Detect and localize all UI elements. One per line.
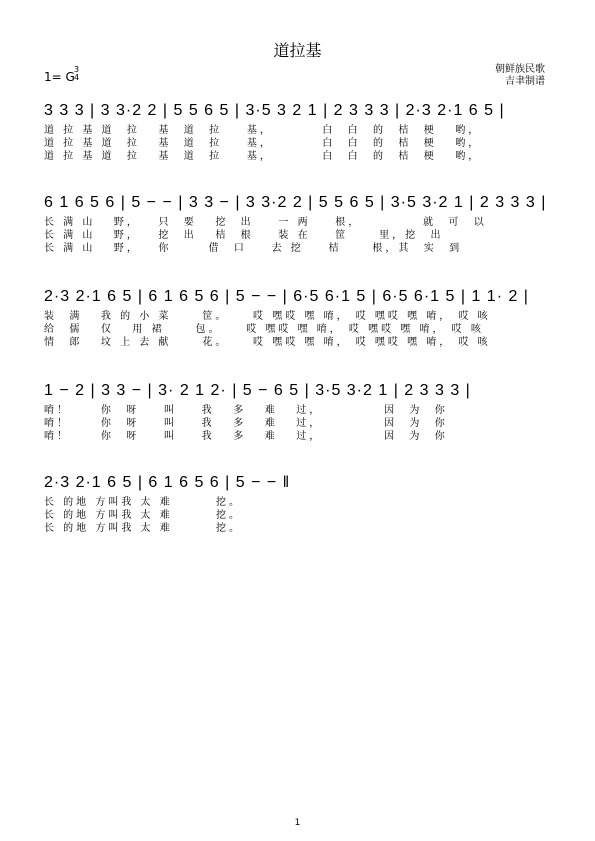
score-system-3 bbox=[44, 286, 554, 349]
score-system-5 bbox=[44, 472, 334, 535]
notation-line: 2·3 2·1 6 5 | 6 1 6 5 6 | 5 − − | 6·5 6·1 5 | 6·5 6·1 5 | 1 1· 2 | bbox=[44, 288, 529, 305]
song-source: 朝鲜族民歌 bbox=[495, 64, 545, 75]
arranger-credit: 吉聿制谱 bbox=[505, 76, 545, 87]
lyric-verse-2: 长 的地 方叫我 太 难 挖。 bbox=[44, 510, 242, 521]
notation-line: 6 1 6 5 6 | 5 − − | 3 3 − | 3 3·2 2 | 5 5 6 5 | 3·5 3·2 1 | 2 3 3 3 | bbox=[44, 194, 547, 211]
notation-row bbox=[44, 192, 554, 216]
lyric-verse-2: 长 满 山 野， 挖 出 桔 根 装 在 筐 里，挖 出 bbox=[44, 230, 444, 241]
notation-line: 3 3 3 | 3 3·2 2 | 5 5 6 5 | 3·5 3 2 1 | 2 3 3 3 | 2·3 2·1 6 5 | bbox=[44, 102, 505, 119]
score-system-2 bbox=[44, 192, 554, 255]
key-signature: 1= G bbox=[44, 70, 75, 84]
time-signature-top: 3 bbox=[74, 65, 80, 74]
lyric-verse-1: 唷！ 你 呀 叫 我 多 难 过， 因 为 你 bbox=[44, 405, 448, 416]
lyric-verse-1: 长 满 山 野， 只 要 挖 出 一 两 根， 就 可 以 bbox=[44, 217, 487, 228]
lyric-verse-1: 道 拉 基 道 拉 基 道 拉 基， 白 白 的 桔 梗 哟， bbox=[44, 125, 482, 136]
lyric-verse-2: 给 儒 仅 用 裙 包。 哎 嘿哎 嘿 唷， 哎 嘿哎 嘿 唷， 哎 咳 bbox=[44, 324, 484, 335]
notation-row bbox=[44, 100, 554, 124]
score-system-4 bbox=[44, 380, 554, 443]
song-title: 道拉基 bbox=[273, 41, 322, 60]
score-system-1 bbox=[44, 100, 554, 163]
notation-line: 2·3 2·1 6 5 | 6 1 6 5 6 | 5 − − ‖ bbox=[44, 474, 291, 491]
lyric-verse-2: 道 拉 基 道 拉 基 道 拉 基， 白 白 的 桔 梗 哟， bbox=[44, 138, 482, 149]
time-signature-bottom: 4 bbox=[74, 73, 80, 82]
page-number: 1 bbox=[294, 818, 301, 828]
lyric-verse-3: 道 拉 基 道 拉 基 道 拉 基， 白 白 的 桔 梗 哟， bbox=[44, 151, 482, 162]
lyric-verse-3: 情 郎 坟 上 去 献 花。 哎 嘿哎 嘿 唷， 哎 嘿哎 嘿 唷， 哎 咳 bbox=[44, 337, 491, 348]
lyric-verse-1: 长 的地 方叫我 太 难 挖。 bbox=[44, 497, 242, 508]
lyric-verse-1: 装 满 我 的 小 菜 筐。 哎 嘿哎 嘿 唷， 哎 嘿哎 嘿 唷， 哎 咳 bbox=[44, 311, 491, 322]
notation-line: 1 − 2 | 3 3 − | 3· 2 1 2· | 5 − 6 5 | 3·5 3·2 1 | 2 3 3 3 | bbox=[44, 382, 471, 399]
lyric-verse-2: 唷！ 你 呀 叫 我 多 难 过， 因 为 你 bbox=[44, 418, 448, 429]
notation-row bbox=[44, 472, 334, 496]
lyric-verse-3: 长 满 山 野， 你 借 口 去 挖 桔 根，其 实 到 bbox=[44, 243, 463, 254]
lyric-verse-3: 唷！ 你 呀 叫 我 多 难 过， 因 为 你 bbox=[44, 431, 448, 442]
notation-row bbox=[44, 380, 554, 404]
lyric-verse-3: 长 的地 方叫我 太 难 挖。 bbox=[44, 523, 242, 534]
time-signature bbox=[74, 66, 79, 82]
notation-row bbox=[44, 286, 554, 310]
